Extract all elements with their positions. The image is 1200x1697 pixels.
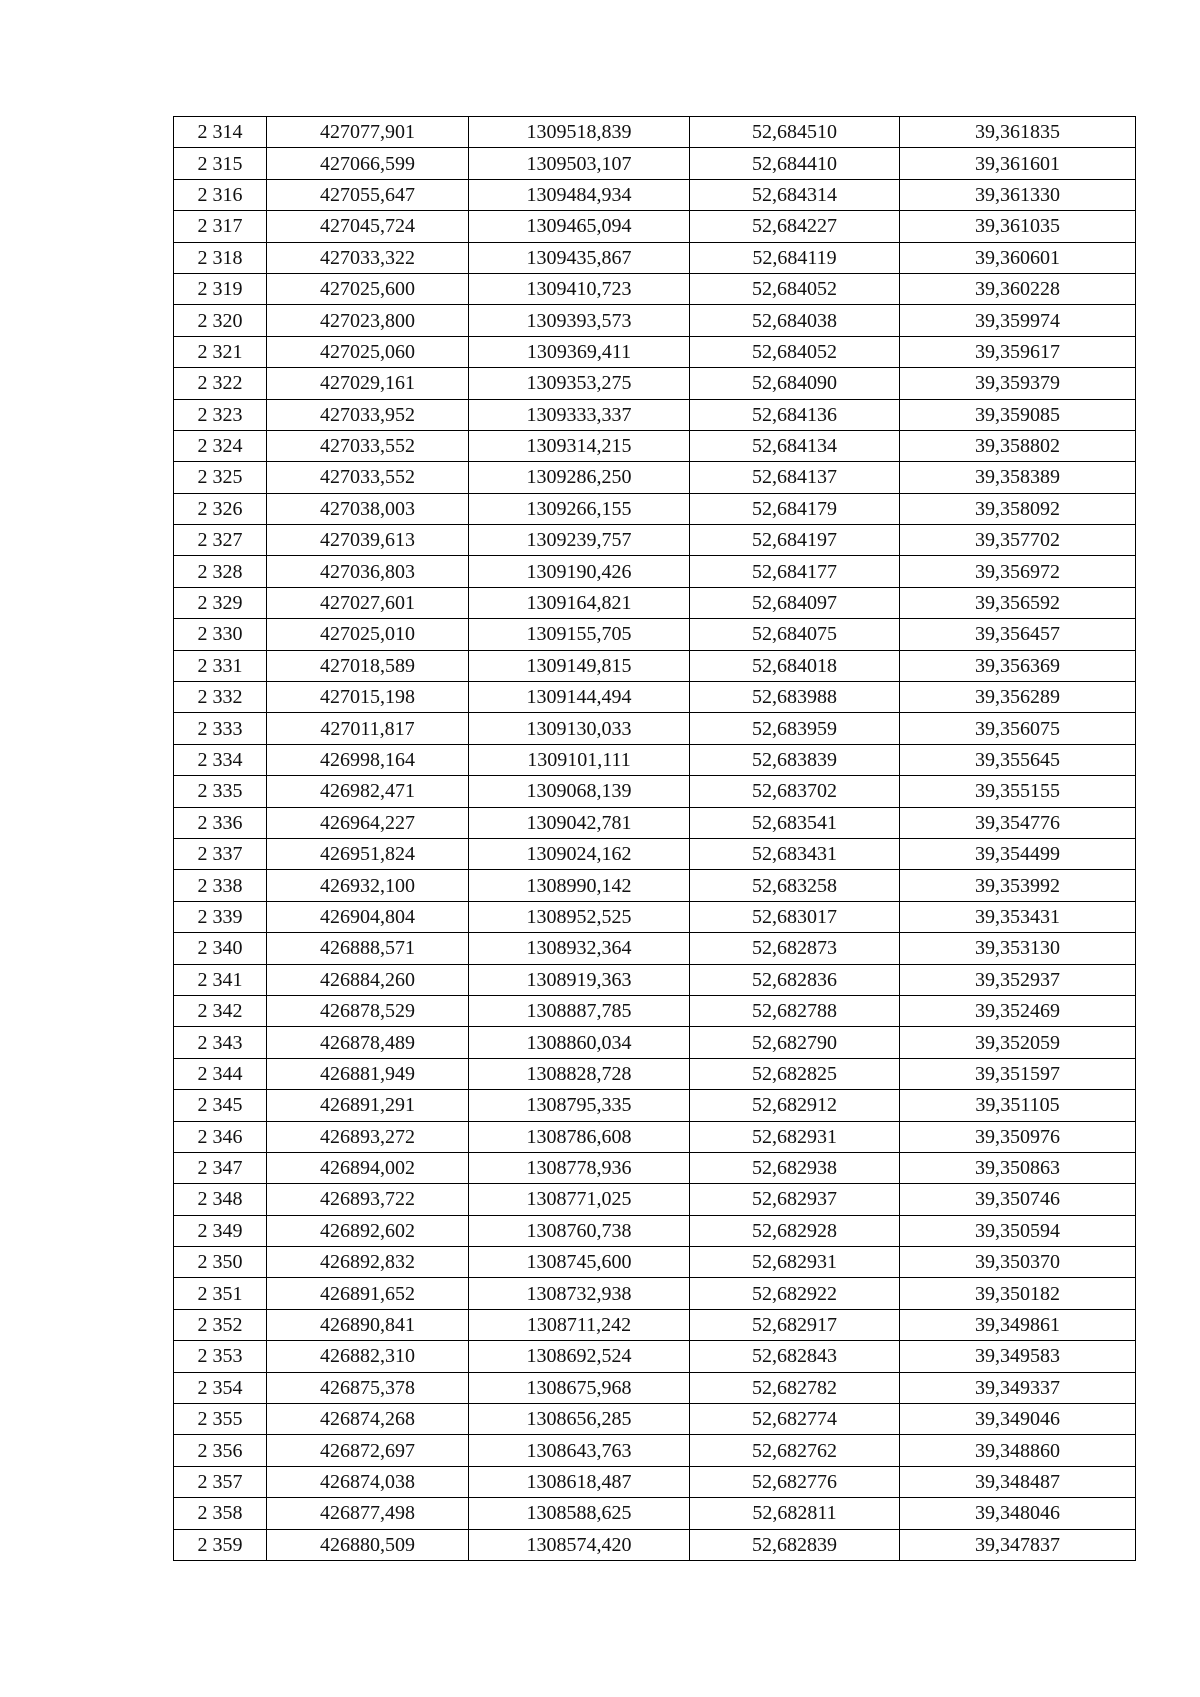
latitude-cell: 52,683988 (690, 682, 900, 713)
table-row (174, 1027, 1136, 1058)
y-coordinate-cell: 1309042,781 (469, 807, 690, 838)
longitude-cell: 39,350594 (900, 1215, 1136, 1246)
y-coordinate-cell: 1308732,938 (469, 1278, 690, 1309)
point-number-cell: 2 342 (174, 995, 267, 1026)
latitude-cell: 52,682873 (690, 933, 900, 964)
y-coordinate-cell: 1308887,785 (469, 995, 690, 1026)
longitude-cell: 39,350182 (900, 1278, 1136, 1309)
x-coordinate-cell: 427033,552 (267, 430, 469, 461)
table-row (174, 273, 1136, 304)
x-coordinate-cell: 427027,601 (267, 587, 469, 618)
point-number-cell: 2 337 (174, 838, 267, 869)
table-row (174, 1435, 1136, 1466)
point-number-cell: 2 353 (174, 1341, 267, 1372)
longitude-cell: 39,360228 (900, 273, 1136, 304)
latitude-cell: 52,684075 (690, 619, 900, 650)
point-number-cell: 2 333 (174, 713, 267, 744)
point-number-cell: 2 355 (174, 1404, 267, 1435)
table-row (174, 1121, 1136, 1152)
table-row (174, 399, 1136, 430)
point-number-cell: 2 356 (174, 1435, 267, 1466)
longitude-cell: 39,355155 (900, 776, 1136, 807)
point-number-cell: 2 320 (174, 305, 267, 336)
longitude-cell: 39,352469 (900, 995, 1136, 1026)
longitude-cell: 39,356289 (900, 682, 1136, 713)
latitude-cell: 52,682928 (690, 1215, 900, 1246)
y-coordinate-cell: 1309410,723 (469, 273, 690, 304)
point-number-cell: 2 351 (174, 1278, 267, 1309)
latitude-cell: 52,682811 (690, 1498, 900, 1529)
latitude-cell: 52,683017 (690, 901, 900, 932)
y-coordinate-cell: 1308860,034 (469, 1027, 690, 1058)
y-coordinate-cell: 1309101,111 (469, 744, 690, 775)
table-row (174, 964, 1136, 995)
x-coordinate-cell: 427033,552 (267, 462, 469, 493)
latitude-cell: 52,684119 (690, 242, 900, 273)
x-coordinate-cell: 426888,571 (267, 933, 469, 964)
x-coordinate-cell: 427045,724 (267, 211, 469, 242)
x-coordinate-cell: 426874,268 (267, 1404, 469, 1435)
x-coordinate-cell: 426875,378 (267, 1372, 469, 1403)
latitude-cell: 52,682938 (690, 1152, 900, 1183)
x-coordinate-cell: 426951,824 (267, 838, 469, 869)
latitude-cell: 52,684177 (690, 556, 900, 587)
y-coordinate-cell: 1308656,285 (469, 1404, 690, 1435)
y-coordinate-cell: 1308919,363 (469, 964, 690, 995)
x-coordinate-cell: 427025,060 (267, 336, 469, 367)
x-coordinate-cell: 426884,260 (267, 964, 469, 995)
longitude-cell: 39,351597 (900, 1058, 1136, 1089)
latitude-cell: 52,684090 (690, 368, 900, 399)
y-coordinate-cell: 1309024,162 (469, 838, 690, 869)
x-coordinate-cell: 427023,800 (267, 305, 469, 336)
point-number-cell: 2 329 (174, 587, 267, 618)
latitude-cell: 52,683541 (690, 807, 900, 838)
latitude-cell: 52,682825 (690, 1058, 900, 1089)
x-coordinate-cell: 427038,003 (267, 493, 469, 524)
table-row (174, 493, 1136, 524)
y-coordinate-cell: 1308786,608 (469, 1121, 690, 1152)
y-coordinate-cell: 1308760,738 (469, 1215, 690, 1246)
longitude-cell: 39,353130 (900, 933, 1136, 964)
point-number-cell: 2 339 (174, 901, 267, 932)
point-number-cell: 2 358 (174, 1498, 267, 1529)
longitude-cell: 39,350746 (900, 1184, 1136, 1215)
longitude-cell: 39,359085 (900, 399, 1136, 430)
latitude-cell: 52,683959 (690, 713, 900, 744)
latitude-cell: 52,682790 (690, 1027, 900, 1058)
table-row (174, 1215, 1136, 1246)
latitude-cell: 52,684038 (690, 305, 900, 336)
x-coordinate-cell: 426964,227 (267, 807, 469, 838)
table-row (174, 336, 1136, 367)
longitude-cell: 39,355645 (900, 744, 1136, 775)
point-number-cell: 2 352 (174, 1309, 267, 1340)
y-coordinate-cell: 1308795,335 (469, 1090, 690, 1121)
point-number-cell: 2 316 (174, 179, 267, 210)
y-coordinate-cell: 1309353,275 (469, 368, 690, 399)
y-coordinate-cell: 1309314,215 (469, 430, 690, 461)
x-coordinate-cell: 426932,100 (267, 870, 469, 901)
point-number-cell: 2 322 (174, 368, 267, 399)
latitude-cell: 52,682931 (690, 1121, 900, 1152)
table-row (174, 1152, 1136, 1183)
latitude-cell: 52,684179 (690, 493, 900, 524)
x-coordinate-cell: 426894,002 (267, 1152, 469, 1183)
x-coordinate-cell: 427033,322 (267, 242, 469, 273)
latitude-cell: 52,682917 (690, 1309, 900, 1340)
table-row (174, 1498, 1136, 1529)
x-coordinate-cell: 427055,647 (267, 179, 469, 210)
latitude-cell: 52,684227 (690, 211, 900, 242)
y-coordinate-cell: 1309435,867 (469, 242, 690, 273)
x-coordinate-cell: 426882,310 (267, 1341, 469, 1372)
table-row (174, 995, 1136, 1026)
longitude-cell: 39,356075 (900, 713, 1136, 744)
longitude-cell: 39,348487 (900, 1466, 1136, 1497)
point-number-cell: 2 345 (174, 1090, 267, 1121)
table-row (174, 556, 1136, 587)
y-coordinate-cell: 1308952,525 (469, 901, 690, 932)
table-row (174, 713, 1136, 744)
x-coordinate-cell: 426892,602 (267, 1215, 469, 1246)
latitude-cell: 52,682931 (690, 1247, 900, 1278)
y-coordinate-cell: 1308778,936 (469, 1152, 690, 1183)
longitude-cell: 39,349861 (900, 1309, 1136, 1340)
y-coordinate-cell: 1308745,600 (469, 1247, 690, 1278)
latitude-cell: 52,682762 (690, 1435, 900, 1466)
latitude-cell: 52,684137 (690, 462, 900, 493)
point-number-cell: 2 318 (174, 242, 267, 273)
point-number-cell: 2 326 (174, 493, 267, 524)
longitude-cell: 39,347837 (900, 1529, 1136, 1560)
longitude-cell: 39,359974 (900, 305, 1136, 336)
table-row (174, 179, 1136, 210)
longitude-cell: 39,356457 (900, 619, 1136, 650)
table-row (174, 242, 1136, 273)
longitude-cell: 39,348860 (900, 1435, 1136, 1466)
point-number-cell: 2 336 (174, 807, 267, 838)
y-coordinate-cell: 1309164,821 (469, 587, 690, 618)
latitude-cell: 52,682836 (690, 964, 900, 995)
y-coordinate-cell: 1309286,250 (469, 462, 690, 493)
x-coordinate-cell: 426877,498 (267, 1498, 469, 1529)
point-number-cell: 2 346 (174, 1121, 267, 1152)
longitude-cell: 39,349583 (900, 1341, 1136, 1372)
x-coordinate-cell: 427011,817 (267, 713, 469, 744)
table-row (174, 587, 1136, 618)
latitude-cell: 52,683702 (690, 776, 900, 807)
longitude-cell: 39,349046 (900, 1404, 1136, 1435)
longitude-cell: 39,361035 (900, 211, 1136, 242)
x-coordinate-cell: 427018,589 (267, 650, 469, 681)
point-number-cell: 2 338 (174, 870, 267, 901)
point-number-cell: 2 343 (174, 1027, 267, 1058)
latitude-cell: 52,684097 (690, 587, 900, 618)
latitude-cell: 52,684314 (690, 179, 900, 210)
latitude-cell: 52,682776 (690, 1466, 900, 1497)
point-number-cell: 2 317 (174, 211, 267, 242)
longitude-cell: 39,350370 (900, 1247, 1136, 1278)
y-coordinate-cell: 1309266,155 (469, 493, 690, 524)
y-coordinate-cell: 1308932,364 (469, 933, 690, 964)
latitude-cell: 52,682774 (690, 1404, 900, 1435)
y-coordinate-cell: 1309393,573 (469, 305, 690, 336)
point-number-cell: 2 327 (174, 525, 267, 556)
latitude-cell: 52,684410 (690, 148, 900, 179)
point-number-cell: 2 357 (174, 1466, 267, 1497)
longitude-cell: 39,356592 (900, 587, 1136, 618)
y-coordinate-cell: 1309333,337 (469, 399, 690, 430)
point-number-cell: 2 335 (174, 776, 267, 807)
longitude-cell: 39,356369 (900, 650, 1136, 681)
y-coordinate-cell: 1309155,705 (469, 619, 690, 650)
y-coordinate-cell: 1308675,968 (469, 1372, 690, 1403)
longitude-cell: 39,358802 (900, 430, 1136, 461)
table-row (174, 1278, 1136, 1309)
table-row (174, 430, 1136, 461)
point-number-cell: 2 325 (174, 462, 267, 493)
table-row (174, 368, 1136, 399)
y-coordinate-cell: 1308711,242 (469, 1309, 690, 1340)
y-coordinate-cell: 1309130,033 (469, 713, 690, 744)
y-coordinate-cell: 1308990,142 (469, 870, 690, 901)
table-row (174, 1341, 1136, 1372)
latitude-cell: 52,682843 (690, 1341, 900, 1372)
point-number-cell: 2 359 (174, 1529, 267, 1560)
y-coordinate-cell: 1309144,494 (469, 682, 690, 713)
table-row (174, 1058, 1136, 1089)
latitude-cell: 52,683431 (690, 838, 900, 869)
x-coordinate-cell: 427015,198 (267, 682, 469, 713)
table-row (174, 1309, 1136, 1340)
x-coordinate-cell: 426874,038 (267, 1466, 469, 1497)
y-coordinate-cell: 1308828,728 (469, 1058, 690, 1089)
longitude-cell: 39,353431 (900, 901, 1136, 932)
y-coordinate-cell: 1309149,815 (469, 650, 690, 681)
y-coordinate-cell: 1308692,524 (469, 1341, 690, 1372)
table-row (174, 1247, 1136, 1278)
x-coordinate-cell: 427025,600 (267, 273, 469, 304)
table-row (174, 838, 1136, 869)
point-number-cell: 2 315 (174, 148, 267, 179)
point-number-cell: 2 348 (174, 1184, 267, 1215)
latitude-cell: 52,684018 (690, 650, 900, 681)
point-number-cell: 2 321 (174, 336, 267, 367)
table-row (174, 650, 1136, 681)
longitude-cell: 39,354499 (900, 838, 1136, 869)
y-coordinate-cell: 1308643,763 (469, 1435, 690, 1466)
point-number-cell: 2 349 (174, 1215, 267, 1246)
latitude-cell: 52,684136 (690, 399, 900, 430)
y-coordinate-cell: 1309484,934 (469, 179, 690, 210)
latitude-cell: 52,682839 (690, 1529, 900, 1560)
y-coordinate-cell: 1309503,107 (469, 148, 690, 179)
table-row (174, 807, 1136, 838)
x-coordinate-cell: 427025,010 (267, 619, 469, 650)
table-row (174, 1184, 1136, 1215)
x-coordinate-cell: 426891,291 (267, 1090, 469, 1121)
table-row (174, 148, 1136, 179)
x-coordinate-cell: 427036,803 (267, 556, 469, 587)
table-row (174, 619, 1136, 650)
y-coordinate-cell: 1308771,025 (469, 1184, 690, 1215)
point-number-cell: 2 340 (174, 933, 267, 964)
point-number-cell: 2 323 (174, 399, 267, 430)
longitude-cell: 39,361835 (900, 117, 1136, 148)
table-row (174, 462, 1136, 493)
table-row (174, 1090, 1136, 1121)
latitude-cell: 52,682922 (690, 1278, 900, 1309)
longitude-cell: 39,358092 (900, 493, 1136, 524)
longitude-cell: 39,361601 (900, 148, 1136, 179)
point-number-cell: 2 347 (174, 1152, 267, 1183)
longitude-cell: 39,359379 (900, 368, 1136, 399)
point-number-cell: 2 330 (174, 619, 267, 650)
x-coordinate-cell: 427039,613 (267, 525, 469, 556)
x-coordinate-cell: 426998,164 (267, 744, 469, 775)
y-coordinate-cell: 1308574,420 (469, 1529, 690, 1560)
table-row (174, 117, 1136, 148)
y-coordinate-cell: 1309518,839 (469, 117, 690, 148)
x-coordinate-cell: 426878,529 (267, 995, 469, 1026)
longitude-cell: 39,351105 (900, 1090, 1136, 1121)
point-number-cell: 2 324 (174, 430, 267, 461)
coordinates-table (173, 116, 1136, 1561)
longitude-cell: 39,357702 (900, 525, 1136, 556)
x-coordinate-cell: 426881,949 (267, 1058, 469, 1089)
longitude-cell: 39,360601 (900, 242, 1136, 273)
table-row (174, 901, 1136, 932)
latitude-cell: 52,684197 (690, 525, 900, 556)
y-coordinate-cell: 1309068,139 (469, 776, 690, 807)
y-coordinate-cell: 1308618,487 (469, 1466, 690, 1497)
x-coordinate-cell: 426893,272 (267, 1121, 469, 1152)
coordinates-table-body (174, 117, 1136, 1561)
x-coordinate-cell: 426893,722 (267, 1184, 469, 1215)
longitude-cell: 39,354776 (900, 807, 1136, 838)
longitude-cell: 39,356972 (900, 556, 1136, 587)
table-row (174, 744, 1136, 775)
x-coordinate-cell: 426892,832 (267, 1247, 469, 1278)
table-row (174, 1466, 1136, 1497)
y-coordinate-cell: 1309369,411 (469, 336, 690, 367)
x-coordinate-cell: 426891,652 (267, 1278, 469, 1309)
point-number-cell: 2 328 (174, 556, 267, 587)
x-coordinate-cell: 426904,804 (267, 901, 469, 932)
x-coordinate-cell: 427029,161 (267, 368, 469, 399)
longitude-cell: 39,352059 (900, 1027, 1136, 1058)
y-coordinate-cell: 1308588,625 (469, 1498, 690, 1529)
x-coordinate-cell: 427033,952 (267, 399, 469, 430)
table-row (174, 870, 1136, 901)
latitude-cell: 52,684510 (690, 117, 900, 148)
latitude-cell: 52,684052 (690, 273, 900, 304)
point-number-cell: 2 319 (174, 273, 267, 304)
point-number-cell: 2 354 (174, 1372, 267, 1403)
latitude-cell: 52,684052 (690, 336, 900, 367)
table-row (174, 933, 1136, 964)
y-coordinate-cell: 1309190,426 (469, 556, 690, 587)
x-coordinate-cell: 426880,509 (267, 1529, 469, 1560)
table-row (174, 305, 1136, 336)
longitude-cell: 39,348046 (900, 1498, 1136, 1529)
latitude-cell: 52,682782 (690, 1372, 900, 1403)
y-coordinate-cell: 1309239,757 (469, 525, 690, 556)
x-coordinate-cell: 427077,901 (267, 117, 469, 148)
table-row (174, 525, 1136, 556)
point-number-cell: 2 341 (174, 964, 267, 995)
longitude-cell: 39,350976 (900, 1121, 1136, 1152)
point-number-cell: 2 331 (174, 650, 267, 681)
x-coordinate-cell: 426872,697 (267, 1435, 469, 1466)
latitude-cell: 52,682788 (690, 995, 900, 1026)
longitude-cell: 39,359617 (900, 336, 1136, 367)
point-number-cell: 2 332 (174, 682, 267, 713)
longitude-cell: 39,350863 (900, 1152, 1136, 1183)
table-row (174, 1529, 1136, 1560)
latitude-cell: 52,683839 (690, 744, 900, 775)
table-row (174, 1372, 1136, 1403)
longitude-cell: 39,349337 (900, 1372, 1136, 1403)
x-coordinate-cell: 426878,489 (267, 1027, 469, 1058)
longitude-cell: 39,358389 (900, 462, 1136, 493)
longitude-cell: 39,353992 (900, 870, 1136, 901)
table-row (174, 1404, 1136, 1435)
x-coordinate-cell: 426982,471 (267, 776, 469, 807)
point-number-cell: 2 350 (174, 1247, 267, 1278)
latitude-cell: 52,683258 (690, 870, 900, 901)
longitude-cell: 39,352937 (900, 964, 1136, 995)
latitude-cell: 52,682912 (690, 1090, 900, 1121)
y-coordinate-cell: 1309465,094 (469, 211, 690, 242)
latitude-cell: 52,682937 (690, 1184, 900, 1215)
point-number-cell: 2 314 (174, 117, 267, 148)
longitude-cell: 39,361330 (900, 179, 1136, 210)
table-row (174, 211, 1136, 242)
x-coordinate-cell: 427066,599 (267, 148, 469, 179)
table-row (174, 776, 1136, 807)
x-coordinate-cell: 426890,841 (267, 1309, 469, 1340)
point-number-cell: 2 334 (174, 744, 267, 775)
point-number-cell: 2 344 (174, 1058, 267, 1089)
table-row (174, 682, 1136, 713)
latitude-cell: 52,684134 (690, 430, 900, 461)
